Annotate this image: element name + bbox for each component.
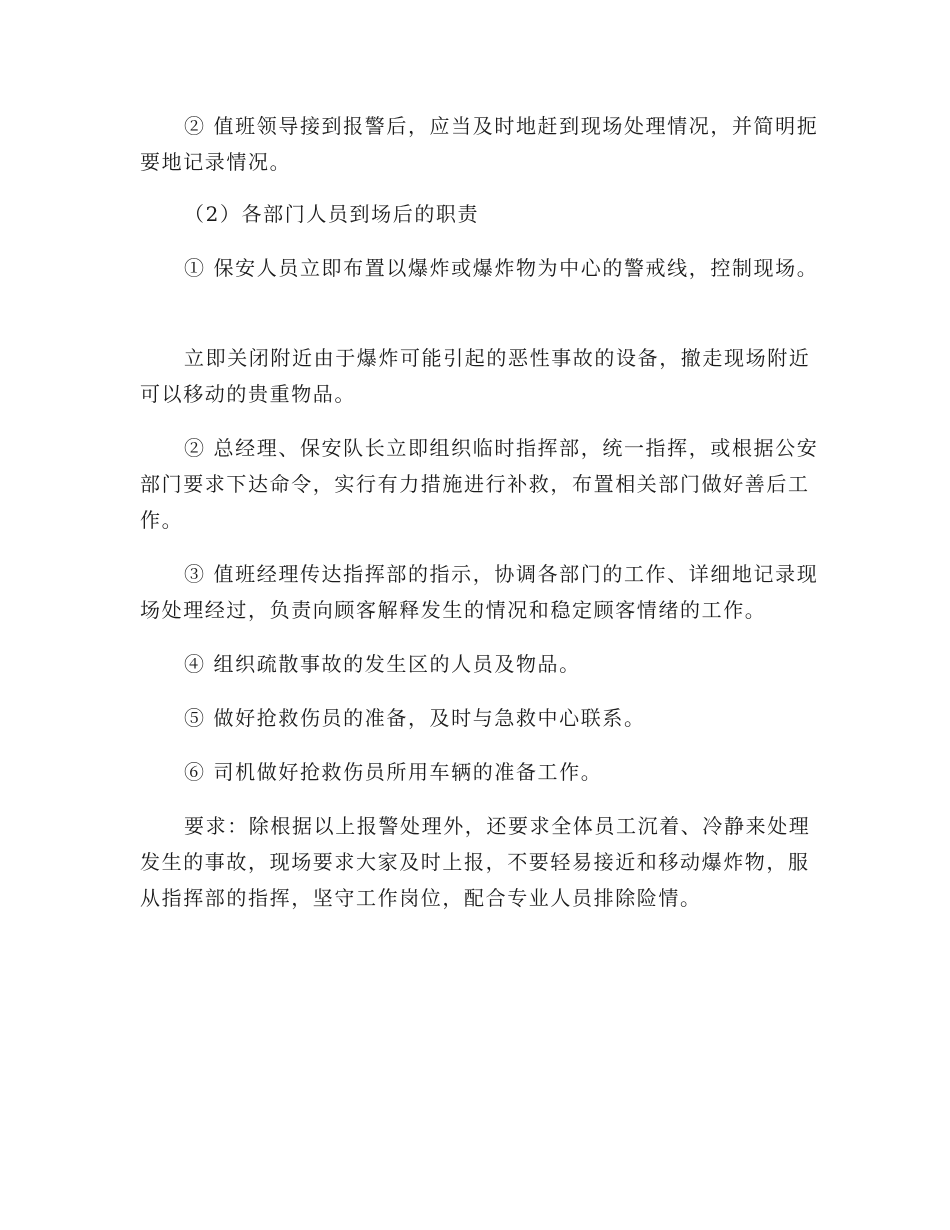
section-heading-department-duties: （2）各部门人员到场后的职责 <box>184 202 480 226</box>
paragraph-driver-vehicle: ⑥ 司机做好抢救伤员所用车辆的准备工作。 <box>184 760 603 784</box>
paragraph-first-aid: ⑤ 做好抢救伤员的准备，及时与急救中心联系。 <box>184 706 646 730</box>
paragraph-requirements: 要求：除根据以上报警处理外，还要求全体员工沉着、冷静来处理发生的事故，现场要求大家及时上报，不要轻易接近和移动爆炸物，服从指挥部的指挥，坚守工作岗位，配合专业人员排除险情。 <box>140 814 811 910</box>
paragraph-close-equipment: 立即关闭附近由于爆炸可能引起的恶性事故的设备，撤走现场附近可以移动的贵重物品。 <box>140 346 811 406</box>
paragraph-duty-leader: ② 值班领导接到报警后，应当及时地赶到现场处理情况，并简明扼要地记录情况。 <box>140 114 819 174</box>
paragraph-command-post: ② 总经理、保安队长立即组织临时指挥部，统一指挥，或根据公安部门要求下达命令，实行有力措施进行补救，布置相关部门做好善后工作。 <box>140 436 819 532</box>
paragraph-evacuation: ④ 组织疏散事故的发生区的人员及物品。 <box>184 652 581 676</box>
paragraph-duty-manager: ③ 值班经理传达指挥部的指示，协调各部门的工作、详细地记录现场处理经过，负责向顾客解释发生的情况和稳定顾客情绪的工作。 <box>140 562 819 622</box>
paragraph-security-cordon: ① 保安人员立即布置以爆炸或爆炸物为中心的警戒线，控制现场。 <box>184 256 819 280</box>
